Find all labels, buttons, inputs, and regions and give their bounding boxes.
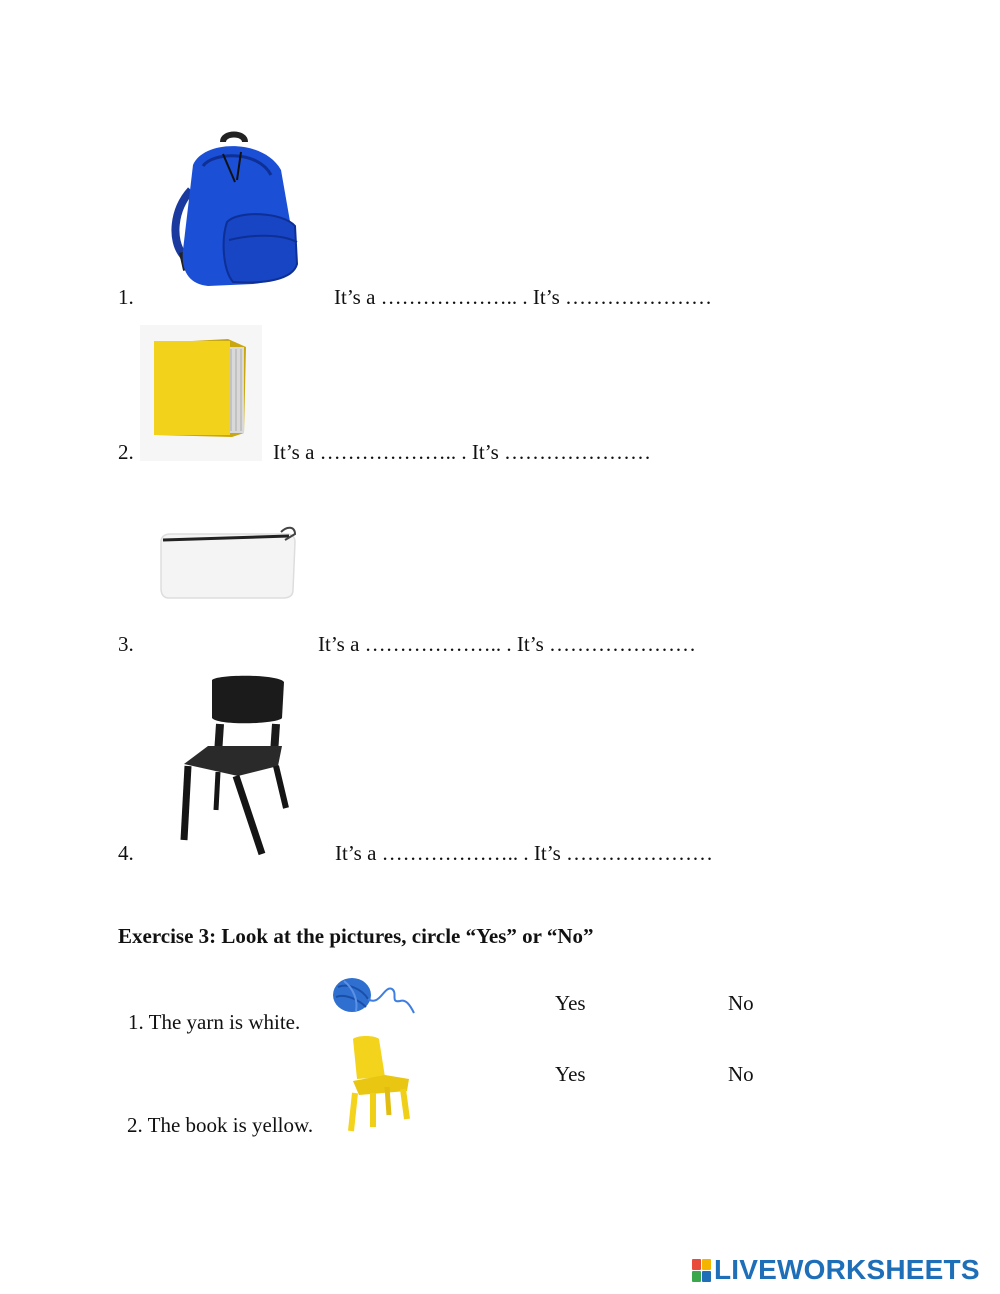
item-number: 1. <box>118 285 134 309</box>
fill-in-sentence: It’s a ……………….. . It’s ………………… <box>335 841 713 865</box>
yes-option[interactable]: Yes <box>555 1062 586 1086</box>
chair-picture <box>178 672 290 858</box>
plastic-chair-picture <box>345 1035 415 1133</box>
pencil-case-icon <box>155 522 300 602</box>
exercise-3-title: Exercise 3: Look at the pictures, circle “Yes” or “No” <box>118 924 594 948</box>
yellow-chair-icon <box>345 1035 415 1133</box>
statement-text: 1. The yarn is white. <box>128 1010 301 1034</box>
backpack-picture <box>163 130 303 292</box>
item-number: 4. <box>118 841 134 865</box>
no-option[interactable]: No <box>728 991 754 1015</box>
chair-icon <box>178 672 290 858</box>
no-option[interactable]: No <box>728 1062 754 1086</box>
logo-text: LIVEWORKSHEETS <box>714 1254 980 1285</box>
item-number: 2. <box>118 440 134 464</box>
fill-in-sentence: It’s a ……………….. . It’s ………………… <box>273 440 651 464</box>
backpack-icon <box>163 130 303 292</box>
liveworksheets-logo <box>692 1254 980 1286</box>
statement-text: 2. The book is yellow. <box>127 1113 314 1137</box>
item-number: 3. <box>118 632 134 656</box>
yes-option[interactable]: Yes <box>555 991 586 1015</box>
pencil-case-picture <box>155 522 300 602</box>
fill-in-sentence: It’s a ……………….. . It’s ………………… <box>334 285 712 309</box>
yarn-ball-icon <box>330 975 420 1020</box>
book-picture <box>140 325 262 461</box>
fill-in-sentence: It’s a ……………….. . It’s ………………… <box>318 632 696 656</box>
book-icon <box>140 325 262 461</box>
logo-cube-icon <box>692 1259 711 1282</box>
yarn-picture <box>330 975 420 1020</box>
